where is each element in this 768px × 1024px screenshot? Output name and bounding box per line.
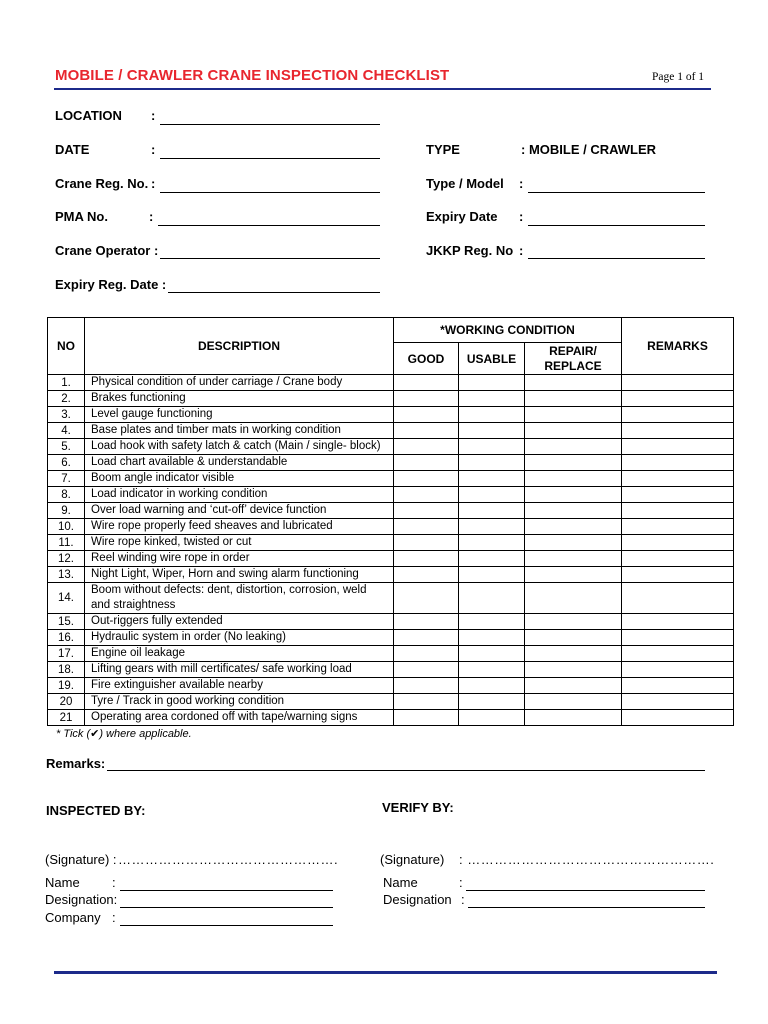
usable-cell[interactable] (459, 662, 525, 678)
row-description-text: Out-riggers fully extended (91, 615, 223, 627)
repair-replace-cell[interactable] (525, 662, 622, 678)
repair-replace-cell[interactable] (525, 630, 622, 646)
usable-cell[interactable] (459, 694, 525, 710)
row-description (85, 423, 394, 439)
row-description-text: Brakes functioning (91, 392, 186, 404)
type-model-label: Type / Model (426, 176, 504, 191)
date-label: DATE (55, 142, 90, 157)
table-row (48, 471, 734, 487)
table-row (48, 710, 734, 726)
row-description (85, 710, 394, 726)
row-description (85, 694, 394, 710)
table-row (48, 375, 734, 391)
inspection-table (47, 317, 734, 726)
repair-replace-cell[interactable] (525, 583, 622, 614)
remarks-cell[interactable] (622, 375, 734, 391)
inspected-company-label: Company (45, 910, 101, 925)
inspected-signature-label: (Signature) : (45, 852, 117, 867)
repair-replace-cell[interactable] (525, 391, 622, 407)
col-header-remarks: REMARKS (622, 318, 734, 375)
row-number: 16. (48, 630, 85, 646)
usable-cell[interactable] (459, 614, 525, 630)
row-number: 12. (48, 551, 85, 567)
usable-cell[interactable] (459, 519, 525, 535)
row-description-text: Base plates and timber mats in working condition (91, 424, 341, 436)
remarks-cell[interactable] (622, 551, 734, 567)
verify-name-colon: : (459, 875, 463, 890)
row-number: 13. (48, 567, 85, 583)
type-value: : MOBILE / CRAWLER (521, 142, 657, 157)
row-description (85, 471, 394, 487)
row-description (85, 439, 394, 455)
row-number: 6. (48, 455, 85, 471)
remarks-cell[interactable] (622, 519, 734, 535)
repair-replace-cell[interactable] (525, 439, 622, 455)
jkkp-label: JKKP Reg. No (426, 243, 514, 258)
usable-cell[interactable] (459, 678, 525, 694)
row-description (85, 551, 394, 567)
usable-cell[interactable] (459, 710, 525, 726)
remarks-cell[interactable] (622, 630, 734, 646)
row-description-text: Level gauge functioning (91, 408, 213, 420)
table-row (48, 503, 734, 519)
table-row (48, 583, 734, 614)
col-header-usable: USABLE (459, 343, 525, 375)
row-description-text: Boom angle indicator visible (91, 472, 235, 484)
expiry-date-colon: : (519, 209, 524, 224)
remarks-cell[interactable] (622, 694, 734, 710)
good-cell[interactable] (394, 455, 459, 471)
good-cell[interactable] (394, 694, 459, 710)
row-description-text: Load indicator in working condition (91, 488, 268, 500)
table-row (48, 391, 734, 407)
usable-cell[interactable] (459, 455, 525, 471)
row-description-text: Night Light, Wiper, Horn and swing alarm functioning (91, 568, 359, 580)
usable-cell[interactable] (459, 487, 525, 503)
table-row (48, 455, 734, 471)
verify-signature-label: (Signature) (380, 852, 445, 867)
usable-cell[interactable] (459, 535, 525, 551)
row-number: 11. (48, 535, 85, 551)
table-row (48, 439, 734, 455)
expiry-reg-field[interactable] (168, 278, 380, 293)
usable-cell[interactable] (459, 583, 525, 614)
type-model-colon: : (519, 176, 524, 191)
good-cell[interactable] (394, 407, 459, 423)
verify-designation-field[interactable] (468, 893, 705, 908)
repair-replace-cell[interactable] (525, 678, 622, 694)
inspected-company-colon: : (112, 910, 116, 925)
row-description-text: Engine oil leakage (91, 647, 185, 659)
repair-replace-cell[interactable] (525, 423, 622, 439)
good-cell[interactable] (394, 614, 459, 630)
good-cell[interactable] (394, 583, 459, 614)
type-model-field[interactable] (528, 178, 705, 193)
remarks-cell[interactable] (622, 391, 734, 407)
repair-replace-cell[interactable] (525, 455, 622, 471)
row-description-text: Wire rope kinked, twisted or cut (91, 536, 252, 548)
repair-replace-cell[interactable] (525, 567, 622, 583)
row-description-text: Tyre / Track in good working condition (91, 695, 285, 707)
remarks-cell[interactable] (622, 423, 734, 439)
col-header-no: NO (48, 318, 85, 375)
row-description-text: Fire extinguisher available nearby (91, 679, 263, 691)
good-cell[interactable] (394, 662, 459, 678)
table-row (48, 519, 734, 535)
row-number: 8. (48, 487, 85, 503)
repair-replace-cell[interactable] (525, 551, 622, 567)
row-description-text: Hydraulic system in order (No leaking) (91, 631, 286, 643)
table-row (48, 567, 734, 583)
row-number: 1. (48, 375, 85, 391)
inspected-signature-field[interactable]: …………………………………………. (118, 852, 339, 867)
verify-name-field[interactable] (466, 876, 705, 891)
col-header-good: GOOD (394, 343, 459, 375)
date-field[interactable] (160, 144, 380, 159)
operator-label: Crane Operator : (55, 243, 159, 258)
row-description (85, 662, 394, 678)
repair-replace-cell[interactable] (525, 614, 622, 630)
good-cell[interactable] (394, 551, 459, 567)
table-row (48, 423, 734, 439)
remarks-cell[interactable] (622, 678, 734, 694)
expiry-reg-label: Expiry Reg. Date : (55, 277, 167, 292)
expiry-date-field[interactable] (528, 211, 705, 226)
row-number: 14. (48, 583, 85, 614)
usable-cell[interactable] (459, 439, 525, 455)
repair-replace-cell[interactable] (525, 519, 622, 535)
verify-designation-colon: : (461, 892, 465, 907)
table-row (48, 407, 734, 423)
good-cell[interactable] (394, 375, 459, 391)
repair-replace-cell[interactable] (525, 710, 622, 726)
pma-field[interactable] (158, 211, 380, 226)
row-number: 19. (48, 678, 85, 694)
inspected-by-heading: INSPECTED BY: (46, 803, 146, 818)
good-cell[interactable] (394, 423, 459, 439)
repair-replace-cell[interactable] (525, 471, 622, 487)
table-row (48, 662, 734, 678)
remarks-cell[interactable] (622, 503, 734, 519)
good-cell[interactable] (394, 471, 459, 487)
row-number: 4. (48, 423, 85, 439)
table-row (48, 678, 734, 694)
repair-label: REPAIR/ (549, 343, 597, 358)
crane-reg-label: Crane Reg. No. (55, 176, 149, 191)
footer-rule (54, 971, 717, 974)
row-description-text: Load chart available & understandable (91, 456, 288, 468)
table-row (48, 487, 734, 503)
row-number: 9. (48, 503, 85, 519)
row-description (85, 630, 394, 646)
row-description-text: Lifting gears with mill certificates/ safe working load (91, 663, 352, 675)
row-description-text-continued: and straightness (91, 599, 176, 611)
row-description (85, 535, 394, 551)
location-field[interactable] (160, 110, 380, 125)
col-header-working-condition: *WORKING CONDITION (394, 318, 622, 343)
good-cell[interactable] (394, 535, 459, 551)
row-description-text: Operating area cordoned off with tape/warning signs (91, 711, 358, 723)
row-description (85, 375, 394, 391)
operator-field[interactable] (160, 244, 380, 259)
repair-replace-cell[interactable] (525, 694, 622, 710)
row-description (85, 567, 394, 583)
row-description (85, 455, 394, 471)
row-number: 2. (48, 391, 85, 407)
row-description (85, 503, 394, 519)
good-cell[interactable] (394, 567, 459, 583)
table-row (48, 535, 734, 551)
tick-note: * Tick (✔) where applicable. (56, 728, 192, 740)
repair-replace-cell[interactable] (525, 646, 622, 662)
good-cell[interactable] (394, 519, 459, 535)
jkkp-field[interactable] (528, 244, 705, 259)
verify-signature-field[interactable]: : ………………………………………………. (459, 852, 715, 867)
repair-replace-cell[interactable] (525, 407, 622, 423)
good-cell[interactable] (394, 646, 459, 662)
remarks-cell[interactable] (622, 614, 734, 630)
table-row (48, 646, 734, 662)
pma-colon: : (149, 209, 154, 224)
row-number: 3. (48, 407, 85, 423)
row-number: 21 (48, 710, 85, 726)
table-row (48, 614, 734, 630)
repair-replace-cell[interactable] (525, 503, 622, 519)
usable-cell[interactable] (459, 503, 525, 519)
usable-cell[interactable] (459, 471, 525, 487)
remarks-cell[interactable] (622, 535, 734, 551)
good-cell[interactable] (394, 439, 459, 455)
inspected-designation-field[interactable] (120, 893, 333, 908)
repair-replace-cell[interactable] (525, 535, 622, 551)
row-description (85, 519, 394, 535)
verify-by-heading: VERIFY BY: (382, 800, 454, 815)
usable-cell[interactable] (459, 567, 525, 583)
document-title: MOBILE / CRAWLER CRANE INSPECTION CHECKLIST (55, 67, 450, 84)
remarks-cell[interactable] (622, 407, 734, 423)
table-row (48, 551, 734, 567)
usable-cell[interactable] (459, 375, 525, 391)
usable-cell[interactable] (459, 630, 525, 646)
row-description (85, 678, 394, 694)
remarks-cell[interactable] (622, 662, 734, 678)
table-row (48, 694, 734, 710)
inspected-designation-label: Designation: (45, 892, 118, 907)
row-description-text: Load hook with safety latch & catch (Main / single- block) (91, 440, 381, 452)
row-description-text: Wire rope properly feed sheaves and lubricated (91, 520, 333, 532)
row-description (85, 583, 394, 614)
col-header-description: DESCRIPTION (85, 318, 394, 375)
row-description (85, 646, 394, 662)
type-label: TYPE (426, 142, 460, 157)
good-cell[interactable] (394, 503, 459, 519)
jkkp-colon: : (519, 243, 524, 258)
row-number: 20 (48, 694, 85, 710)
usable-cell[interactable] (459, 423, 525, 439)
remarks-field[interactable] (107, 756, 705, 771)
good-cell[interactable] (394, 391, 459, 407)
remarks-cell[interactable] (622, 646, 734, 662)
row-description-text: Boom without defects: dent, distortion, corrosion, weld (91, 584, 367, 596)
table-row (48, 630, 734, 646)
row-description (85, 487, 394, 503)
location-label: LOCATION (55, 108, 122, 123)
crane-reg-field[interactable] (160, 178, 380, 193)
remarks-cell[interactable] (622, 583, 734, 614)
col-header-repair-replace (525, 343, 622, 375)
inspected-name-label: Name (45, 875, 80, 890)
good-cell[interactable] (394, 710, 459, 726)
remarks-cell[interactable] (622, 710, 734, 726)
usable-cell[interactable] (459, 646, 525, 662)
expiry-date-label: Expiry Date (426, 209, 498, 224)
row-number: 18. (48, 662, 85, 678)
remarks-cell[interactable] (622, 439, 734, 455)
row-description (85, 614, 394, 630)
remarks-label: Remarks: (46, 756, 106, 771)
replace-label: REPLACE (544, 358, 602, 373)
row-number: 10. (48, 519, 85, 535)
row-description (85, 391, 394, 407)
pma-label: PMA No. (55, 209, 108, 224)
remarks-cell[interactable] (622, 471, 734, 487)
usable-cell[interactable] (459, 407, 525, 423)
inspected-name-colon: : (112, 875, 116, 890)
repair-replace-cell[interactable] (525, 375, 622, 391)
inspected-name-field[interactable] (120, 876, 333, 891)
page-number: Page 1 of 1 (652, 71, 705, 83)
usable-cell[interactable] (459, 551, 525, 567)
remarks-cell[interactable] (622, 567, 734, 583)
row-description-text: Reel winding wire rope in order (91, 552, 250, 564)
repair-replace-cell[interactable] (525, 487, 622, 503)
crane-reg-colon: : (151, 176, 156, 191)
row-description-text: Physical condition of under carriage / Crane body (91, 376, 343, 388)
row-number: 7. (48, 471, 85, 487)
header-rule (54, 88, 711, 90)
remarks-cell[interactable] (622, 455, 734, 471)
usable-cell[interactable] (459, 391, 525, 407)
good-cell[interactable] (394, 630, 459, 646)
row-number: 17. (48, 646, 85, 662)
location-colon: : (151, 108, 156, 123)
verify-designation-label: Designation (383, 892, 452, 907)
row-description-text: Over load warning and ‘cut-off’ device function (91, 504, 327, 516)
row-number: 15. (48, 614, 85, 630)
verify-name-label: Name (383, 875, 418, 890)
remarks-cell[interactable] (622, 487, 734, 503)
good-cell[interactable] (394, 678, 459, 694)
good-cell[interactable] (394, 487, 459, 503)
inspected-company-field[interactable] (120, 911, 333, 926)
row-number: 5. (48, 439, 85, 455)
date-colon: : (151, 142, 156, 157)
row-description (85, 407, 394, 423)
